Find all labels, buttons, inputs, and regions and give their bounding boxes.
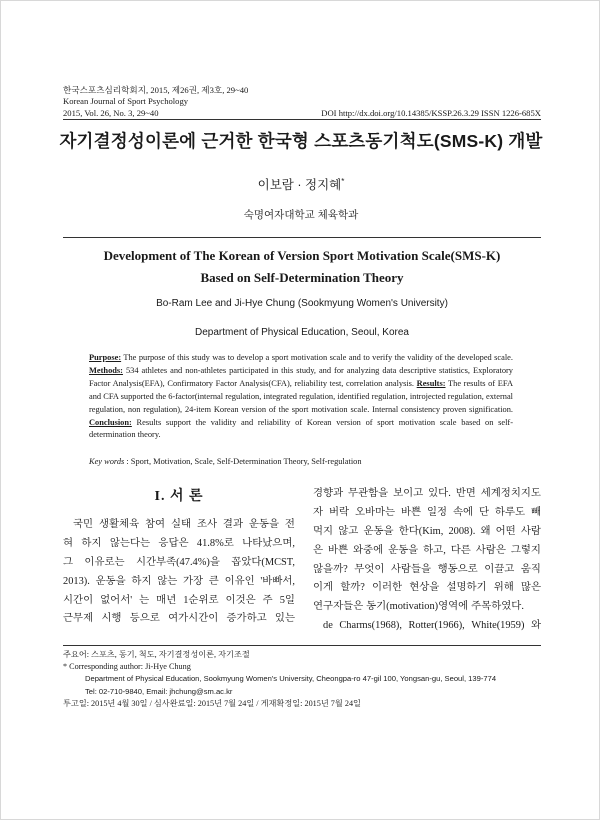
abstract-methods-label: Methods: xyxy=(89,365,123,375)
footnote-dates: 투고일: 2015년 4월 30일 / 심사완료일: 2015년 7월 24일 / 게재확정일: 2015년 7월 24일 xyxy=(63,698,361,708)
body-word: 근무제 xyxy=(63,613,94,625)
journal-header xyxy=(63,85,541,119)
body-word: 매년 xyxy=(156,594,177,606)
body-word: 않을까? xyxy=(313,563,348,575)
body-word: 이것은 xyxy=(225,594,256,606)
body-word: 이유로는 xyxy=(84,556,125,568)
body-column-right xyxy=(313,485,541,636)
body-word: 다른 xyxy=(450,544,471,556)
body-word: Rotter(1966), xyxy=(408,620,465,632)
journal-volume-info: 2015, Vol. 26, No. 3, 29~40 xyxy=(63,107,159,118)
body-word: 하지 xyxy=(131,575,152,587)
body-word: 결과 xyxy=(222,519,243,530)
body-word: 많은 xyxy=(520,582,541,594)
header-divider xyxy=(63,119,541,120)
affiliation-korean: 숙명여자대학교 체육학과 xyxy=(243,209,359,221)
body-word: 오바마는 xyxy=(354,506,396,518)
body-word: 설명하기 xyxy=(446,582,487,594)
body-word: 와중에 xyxy=(353,544,384,556)
abstract-conclusion-label: Conclusion: xyxy=(89,417,132,427)
abstract-purpose-text: The purpose of this study was to develop a sport motivation scale and to verify the validity of the developed scale. xyxy=(121,353,513,362)
journal-doi-issn: DOI http://dx.doi.org/10.14385/KSSP.26.3.29 ISSN 1226-685X xyxy=(321,107,541,118)
body-word: '바빠서, xyxy=(260,575,295,587)
body-word: 하지 xyxy=(81,537,102,549)
body-word: 시간부족(47.4%)을 xyxy=(135,556,220,568)
body-word: 않는다는 xyxy=(109,537,151,549)
authors-korean xyxy=(61,175,541,193)
body-word: 운동을 xyxy=(248,519,280,530)
body-word: 바쁜 xyxy=(327,544,349,556)
authors-korean-names: 이보람 · 정지혜 xyxy=(257,178,342,192)
body-line xyxy=(313,561,541,580)
authors-english: Bo-Ram Lee and Ji-Hye Chung (Sookmyung Women's University) xyxy=(156,298,448,309)
body-word: 않고 xyxy=(338,525,359,537)
body-line xyxy=(313,617,541,636)
body-word: 자 xyxy=(313,506,324,518)
body-word: 사람들을 xyxy=(390,563,432,575)
body-word: 응답은 xyxy=(158,537,189,549)
body-word: 그 xyxy=(63,556,74,568)
body-word: 증가하고 xyxy=(226,613,267,625)
body-word: 5일 xyxy=(279,594,295,606)
body-word: de xyxy=(323,620,333,632)
body-line xyxy=(63,554,295,573)
affiliation-english: Department of Physical Education, Seoul, Korea xyxy=(194,327,409,338)
body-word: 하루도 xyxy=(494,506,526,518)
body-word: 속에 xyxy=(452,506,474,518)
body-word: 없어서' xyxy=(100,594,133,606)
body-word: 나타났으며, xyxy=(242,537,295,549)
body-word: 여가시간이 xyxy=(168,613,219,625)
abstract-results-text: The results of EFA and CFA supported the 6-factor(internal regulation, integrated regulation, identified regulation, introjected regulation, external regulation, non regulation), 24-item Korean version of the sport motivation scale. Internal consistency proven signification. xyxy=(89,378,513,414)
title-english-line-1: Development of The Korean of Version Sport Motivation Scale(SMS-K) xyxy=(103,248,501,263)
body-word: 보이고 xyxy=(393,488,424,499)
footnote-corresponding-author: * Corresponding author: Ji-Hye Chung xyxy=(63,662,191,672)
body-line xyxy=(63,610,295,629)
journal-english-name: Korean Journal of Sport Psychology xyxy=(63,96,189,107)
body-word: 은 xyxy=(313,544,324,556)
body-word: 왜 xyxy=(480,525,491,537)
body-word: 이끌고 xyxy=(484,563,515,575)
keywords-text: : Sport, Motivation, Scale, Self-Determination Theory, Self-regulation xyxy=(124,457,362,466)
body-word: 조사 xyxy=(196,519,218,530)
body-word: 어떤 xyxy=(495,525,516,537)
body-word: 41.8%로 xyxy=(196,537,234,549)
body-word: 있다. xyxy=(428,488,451,499)
body-word: 운동을 xyxy=(388,544,419,556)
body-word: 무엇이 xyxy=(354,563,385,575)
body-word: 국민 xyxy=(73,519,94,530)
body-word: 동기(motivation)영역에 xyxy=(366,601,469,613)
footnote-divider xyxy=(63,645,541,646)
body-word: 꼽았다(MCST, xyxy=(231,556,295,568)
body-word: 혀 xyxy=(63,537,74,549)
body-word: 운동을 xyxy=(95,575,126,587)
body-line xyxy=(313,542,541,561)
body-word: 는 xyxy=(139,594,150,606)
body-line xyxy=(313,523,541,542)
body-line xyxy=(63,535,295,554)
body-word: 사람은 xyxy=(475,544,506,556)
body-word: 운동을 xyxy=(363,525,394,537)
body-line xyxy=(63,516,295,535)
body-word: 사람 xyxy=(520,525,541,537)
body-word: 무관함을 xyxy=(348,488,389,499)
body-word: 한다(Kim, xyxy=(398,525,444,537)
body-line xyxy=(313,598,541,617)
body-word: 있는 xyxy=(274,613,295,625)
body-word: 시간이 xyxy=(63,594,94,606)
body-word: 가장 xyxy=(183,575,204,587)
keywords-label: Key words xyxy=(89,457,125,466)
corresponding-mark: * xyxy=(341,176,345,186)
body-word: 2008). xyxy=(448,525,476,537)
body-word: 바쁜 xyxy=(401,506,422,518)
body-word: White(1959) xyxy=(471,620,525,632)
body-word: 등으로 xyxy=(129,613,160,625)
footnotes xyxy=(63,649,541,710)
body-word: 생활체육 xyxy=(98,519,140,530)
abstract-conclusion-text: Results support the validity and reliability of Korean version of sport motivation scale based on self-determination theory. xyxy=(89,417,513,440)
body-word: 않는 xyxy=(157,575,178,587)
footnote-address: Department of Physical Education, Sookmyung Women's University, Cheongpa-ro 47-gil 100, Yongsan-gu, Seoul, 139-774 xyxy=(85,674,497,684)
body-word: 주목하였다. xyxy=(471,601,524,613)
body-word: 세계정치지도 xyxy=(480,488,541,499)
section-heading-introduction: I. 서 론 xyxy=(154,489,204,504)
title-korean: 자기결정성이론에 근거한 한국형 스포츠동기척도(SMS-K) 개발 xyxy=(59,131,543,151)
title-divider xyxy=(63,237,541,238)
body-word: 이게 xyxy=(313,582,334,594)
body-line xyxy=(63,592,295,611)
body-word: 움직 xyxy=(520,563,541,575)
body-word: 큰 xyxy=(208,575,219,587)
body-word: 시행 xyxy=(101,613,122,625)
title-english xyxy=(63,245,541,289)
body-word: 전 xyxy=(284,519,295,530)
body-word: 경향과 xyxy=(313,488,344,499)
body-word: 1순위로 xyxy=(183,594,219,606)
body-word: 버락 xyxy=(328,506,350,518)
body-line xyxy=(63,573,295,592)
body-column-left xyxy=(63,516,295,629)
body-word: 행동으로 xyxy=(437,563,478,575)
body-word: 주 xyxy=(262,594,273,606)
body-word: 연구자들은 xyxy=(313,601,364,613)
body-line xyxy=(313,504,541,523)
body-word: 2013). xyxy=(63,575,90,587)
body-word: 먹지 xyxy=(313,525,334,537)
body-word: 참여 xyxy=(145,519,166,530)
body-word: 일정 xyxy=(426,506,448,518)
body-word: 현상을 xyxy=(409,582,440,594)
title-english-line-2: Based on Self-Determination Theory xyxy=(200,270,404,285)
body-word: 위해 xyxy=(493,582,514,594)
body-word: Charms(1968), xyxy=(339,620,402,632)
abstract xyxy=(89,352,513,442)
journal-korean-info: 한국스포츠심리학회지, 2015, 제26권, 제3호, 29~40 xyxy=(63,85,249,95)
body-word: 빼 xyxy=(530,506,541,518)
body-word: 하고, xyxy=(423,544,446,556)
body-word: 실태 xyxy=(170,519,192,530)
body-word: 그렇지 xyxy=(510,544,541,556)
abstract-results-label: Results: xyxy=(416,378,446,388)
body-word: 이러한 xyxy=(371,582,403,594)
body-word: 와 xyxy=(530,620,541,632)
abstract-methods-text: 534 athletes and non-athletes participated in this study, and for analyzing data descriptive statistics, Exploratory Factor Analysis(EFA), Confirmatory Factor Analysis(CFA), reliability test, correlation analysis. xyxy=(89,365,513,388)
body-word: 반면 xyxy=(455,488,476,499)
body-line xyxy=(313,485,541,504)
footnote-keywords-korean: 주요어: 스포츠, 동기, 척도, 자기결정성이론, 자기조절 xyxy=(63,650,250,659)
footnote-contact: Tel: 02-710-9840, Email: jhchung@sm.ac.kr xyxy=(85,686,233,696)
body-word: 이유인 xyxy=(224,575,255,587)
keywords xyxy=(89,457,513,466)
body-word: 할까? xyxy=(340,582,365,594)
body-line xyxy=(313,579,541,598)
abstract-purpose-label: Purpose: xyxy=(89,353,122,362)
body-word: 단 xyxy=(478,506,489,518)
